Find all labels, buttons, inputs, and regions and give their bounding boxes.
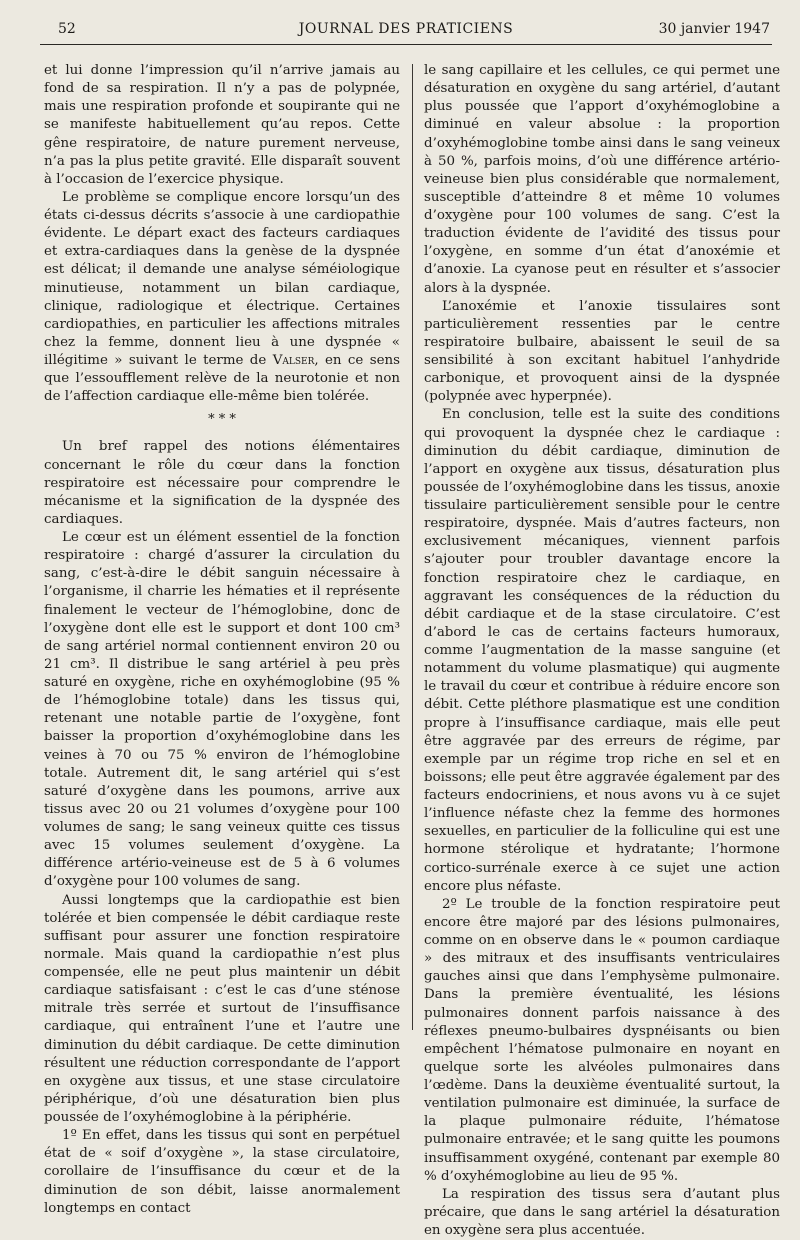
journal-title: JOURNAL DES PRATICIENS: [298, 21, 514, 37]
left-column: [44, 62, 400, 1218]
right-column: [424, 62, 780, 1240]
header-rule: [40, 44, 772, 45]
paragraph: 1º En effet, dans les tissus qui sont en perpétuel état de « soif d’oxygène », la stase circulatoire, corollaire de l’insuffisance du cœur et de la diminution de son débit, laisse anormalement longtemps en contact: [44, 1128, 400, 1216]
page-header: [40, 18, 772, 40]
paragraph: 2º Le trouble de la fonction respiratoire peut encore être majoré par des lésions pulmonaires, comme on en observe dans le « poumon cardiaque » des mitraux et des insuffisants ventriculaires gauches ainsi que dans l’emphysème pulmonaire. Dans la première éventualité, les lésions pulmonaires donnent parfois naissance à des réflexes pneumo-bulbaires dyspnéisants ou bien empêchent l’hématose pulmonaire en noyant en quelque sorte les alvéoles pulmonaires dans l’œdème. Dans la deuxième éventualité surtout, la ventilation pulmonaire est diminuée, la surface de la plaque pulmonaire réduite, l’hématose pulmonaire entravée; et le sang quitte les poumons insuffisamment oxygéné, contenant par exemple 80 % d’oxyhémoglobine au lieu de 95 %.: [424, 896, 780, 1184]
paragraph: En conclusion, telle est la suite des conditions qui provoquent la dyspnée chez le cardiaque : diminution du débit cardiaque, diminution de l’apport en oxygène aux tissus, désaturation plus poussée de l’oxyhémoglobine dans les tissus, anoxie tissulaire particulièrement sensible pour le centre respiratoire, dyspnée. Mais d’autres facteurs, non exclusivement mécaniques, viennent parfois s’ajouter pour troubler davantage encore la fonction respiratoire chez le cardiaque, en aggravant les conséquences de la réduction du débit cardiaque et de la stase circulatoire. C’est d’abord le cas de certains facteurs humoraux, comme l’augmentation de la masse sanguine (et notamment du volume plasmatique) qui augmente le travail du cœur et contribue à réduire encore son débit. Cette pléthore plasmatique est une condition propre à l’insuffisance cardiaque, mais elle peut être aggravée par des erreurs de régime, par exemple par un régime trop riche en sel et en boissons; elle peut être aggravée également par des facteurs endocriniens, et nous avons vu à ce sujet l’influence néfaste chez la femme des hormones sexuelles, en particulier de la folliculine qui est une hormone stérolique et hydratante; l’hormone cortico-surrénale exerce à ce sujet une action encore plus néfaste.: [424, 407, 780, 894]
paragraph-text: , en ce sens que l’essoufflement relève de la neurotonie et non de l’affection cardiaque elle-même bien tolérée.: [44, 353, 400, 405]
paragraph: Un bref rappel des notions élémentaires concernant le rôle du cœur dans la fonction respiratoire est nécessaire pour comprendre le mécanisme et la signification de la dyspnée des cardiaques.: [44, 439, 400, 527]
paragraph: L’anoxémie et l’anoxie tissulaires sont particulièrement ressenties par le centre respiratoire bulbaire, abaissent le seuil de sa sensibilité à son excitant habituel l’anhydride carbonique, et provoquent ainsi de la dyspnée (polypnée avec hyperpnée).: [424, 298, 780, 405]
paragraph: et lui donne l’impression qu’il n’arrive jamais au fond de sa respiration. Il n’y a pas de polypnée, mais une respiration profonde et soupirante qui ne se manifeste habituellement qu’au repos. Cette gêne respiratoire, de nature purement nerveuse, n’a pas la plus petite gravité. Elle disparaît souvent à l’occasion de l’exercice physique.: [44, 63, 400, 187]
paragraph: le sang capillaire et les cellules, ce qui permet une désaturation en oxygène du sang artériel, d’autant plus poussée que l’apport d’oxyhémoglobine a diminué en valeur absolue : la proportion d’oxyhémoglobine tombe ainsi dans le sang veineux à 50 %, parfois moins, d’où une différence artério-veineuse bien plus considérable que normalement, susceptible d’atteindre 8 et même 10 volumes d’oxygène pour 100 volumes de sang. C’est la traduction évidente de l’avidité des tissus pour l’oxygène, en somme d’un état d’anoxémie et d’anoxie. La cyanose peut en résulter et s’associer alors à la dyspnée.: [424, 63, 780, 296]
paragraph: Aussi longtemps que la cardiopathie est bien tolérée et bien compensée le débit cardiaque reste suffisant pour assurer une fonction respiratoire normale. Mais quand la cardiopathie n’est plus compensée, elle ne peut plus maintenir un débit cardiaque satisfaisant : c’est le cas d’une sténose mitrale très serrée et surtout de l’insuffisance cardiaque, qui entraînent l’une et l’autre une diminution du débit cardiaque. De cette diminution résultent une réduction correspondante de l’apport en oxygène aux tissus, et une stase circulatoire périphérique, d’où une désaturation bien plus poussée de l’oxyhémoglobine à la périphérie.: [44, 892, 400, 1125]
page-number: 52: [58, 21, 76, 37]
paragraph-text: Le problème se complique encore lorsqu’un des états ci-dessus décrits s’associe à une cardiopathie évidente. Le départ exact des facteurs cardiaques et extra-cardiaques dans la genèse de la dyspnée est délicat; il demande une analyse séméiologique minutieuse, notamment un bilan cardiaque, clinique, radiologique et électrique. Certaines cardiopathies, en particulier les affections mitrales chez la femme, donnent lieu à une dyspnée « illégitime » suivant le terme de: [44, 189, 400, 368]
section-separator: * * *: [208, 412, 236, 428]
paragraph: [44, 189, 400, 407]
issue-date: 30 janvier 1947: [658, 21, 770, 37]
column-divider: [412, 64, 413, 1030]
paragraph: Le cœur est un élément essentiel de la fonction respiratoire : chargé d’assurer la circulation du sang, c’est-à-dire le débit sanguin nécessaire à l’organisme, il charrie les hématies et il représente finalement le vecteur de l’hémoglobine, donc de l’oxygène dont elle est le support et dont 100 cm³ de sang artériel normal contiennent environ 20 ou 21 cm³. Il distribue le sang artériel à peu près saturé en oxygène, riche en oxyhémoglobine (95 % de l’hémoglobine totale) dans les tissus qui, retenant une notable partie de l’oxygène, font baisser la proportion d’oxyhémoglobine dans les veines à 70 ou 75 % environ de l’hémoglobine totale. Autrement dit, le sang artériel qui s’est saturé d’oxygène dans les poumons, arrive aux tissus avec 20 ou 21 volumes d’oxygène pour 100 volumes de sang; le sang veineux quitte ces tissus avec 15 volumes seulement d’oxygène. La différence artério-veineuse est de 5 à 6 volumes d’oxygène pour 100 volumes de sang.: [44, 530, 400, 890]
author-name: Valser: [272, 353, 315, 368]
paragraph: La respiration des tissus sera d’autant plus précaire, que dans le sang artériel la désaturation en oxygène sera plus accentuée.: [424, 1186, 780, 1238]
